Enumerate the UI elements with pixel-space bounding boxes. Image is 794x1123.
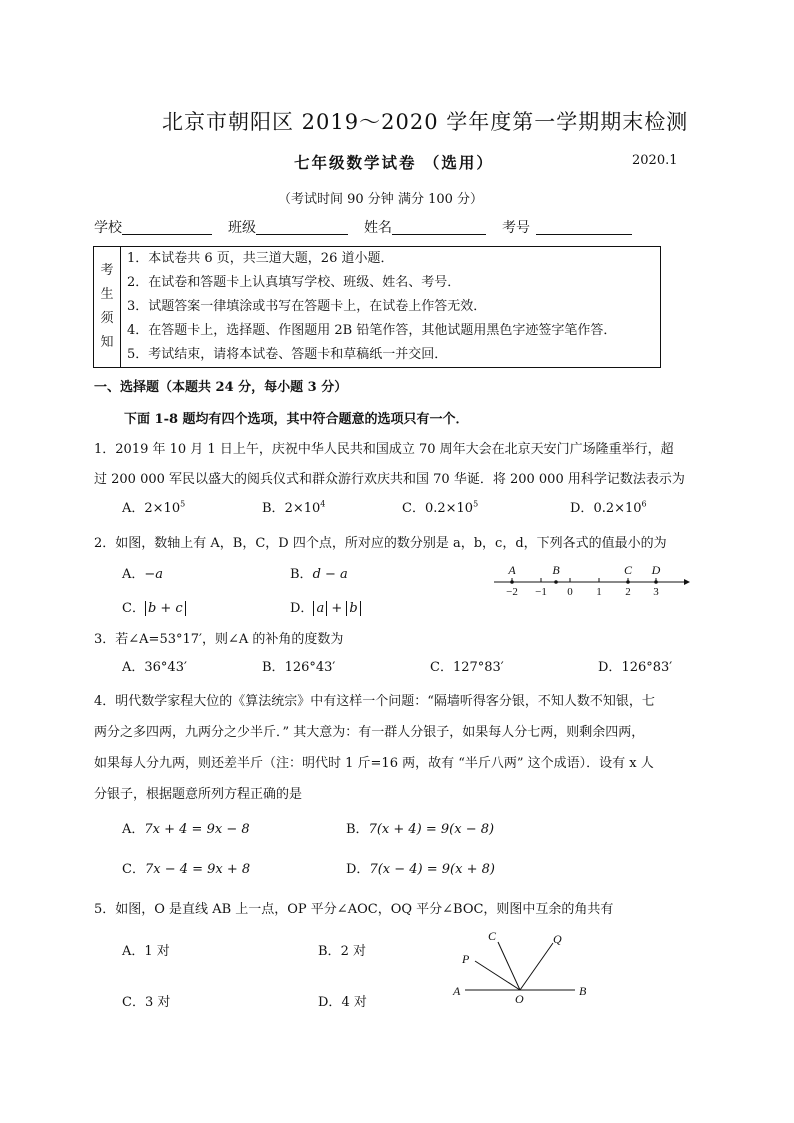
notice-side-label <box>94 247 121 368</box>
field-id-blank[interactable] <box>536 220 632 235</box>
notice-side-char: 须 <box>100 311 114 326</box>
field-school-label: 学校 <box>94 220 122 236</box>
q4-option-c: C．7x − 4 = 9x + 8 <box>122 862 251 877</box>
q3-option-d: D．126°83′ <box>598 660 673 675</box>
q2-option-c: C． b + c <box>122 597 186 616</box>
q3-option-c: C．127°83′ <box>430 660 504 675</box>
point-a-dot <box>510 580 514 584</box>
label-q: Q <box>553 932 562 946</box>
notice-item: 3．试题答案一律填涂或书写在答题卡上，在试卷上作答无效． <box>127 299 487 314</box>
field-name-blank[interactable] <box>392 220 486 235</box>
page-title: 北京市朝阳区 2019～2020 学年度第一学期期末检测 <box>162 110 689 134</box>
q4-line: 分银子，根据题意所列方程正确的是 <box>94 787 303 802</box>
notice-side-char: 考 <box>100 263 114 278</box>
field-class-blank[interactable] <box>256 220 348 235</box>
notice-items <box>121 247 661 368</box>
q2-option-a: A．−a <box>122 567 164 582</box>
notice-side-char: 知 <box>100 335 114 350</box>
q3-stem: 3．若∠A=53°17′，则∠A 的补角的度数为 <box>94 632 344 647</box>
point-d-label: D <box>651 563 661 577</box>
field-school-blank[interactable] <box>122 220 212 235</box>
q1-option-b: B．$2\times 10^4$ <box>262 499 326 516</box>
q5-option-b: B．2 对 <box>318 944 366 959</box>
tick-label: 3 <box>653 586 659 598</box>
exam-info: （考试时间 90 分钟 满分 100 分） <box>278 192 484 207</box>
q3-option-b: B．126°43′ <box>262 660 336 675</box>
q5-option-a: A．1 对 <box>122 944 170 959</box>
point-d-dot <box>654 580 658 584</box>
label-o: O <box>515 992 524 1006</box>
paper-subtitle: 七年级数学试卷 （选用） <box>294 153 494 172</box>
exam-date: 2020.1 <box>632 153 678 168</box>
point-b-dot <box>554 580 558 584</box>
notice-item: 5．考试结束，请将本试卷、答题卡和草稿纸一并交回． <box>127 347 448 362</box>
notice-item: 4．在答题卡上，选择题、作图题用 2B 铅笔作答，其他试题用黑色字迹签字笔作答． <box>127 323 617 338</box>
section-heading: 一、选择题（本题共 24 分，每小题 3 分） <box>94 380 348 395</box>
q2-option-b: B．d − a <box>290 567 348 582</box>
q4-line: 两分之多四两，九两分之少半斤．” 其大意为：有一群人分银子，如果每人分七两，则剩余四两， <box>94 725 645 740</box>
notice-item: 1．本试卷共 6 页，共三道大题，26 道小题． <box>127 251 394 266</box>
q3-option-a: A．36°43′ <box>122 660 187 675</box>
q4-line: 4．明代数学家程大位的《算法统宗》中有这样一个问题：“隔墙听得客分银，不知人数不知银，七 <box>94 694 655 709</box>
q4-option-a: A．7x + 4 = 9x − 8 <box>122 822 250 837</box>
ray-oq <box>520 943 553 990</box>
point-b-label: B <box>552 563 560 577</box>
number-line-figure <box>490 560 690 600</box>
tick-label: 2 <box>625 586 631 598</box>
section-instruction: 下面 1-8 题均有四个选项，其中符合题意的选项只有一个． <box>124 412 469 427</box>
q1-line1: 1．2019 年 10 月 1 日上午，庆祝中华人民共和国成立 70 周年大会在北京天安门广场隆重举行，超 <box>94 442 674 457</box>
q1-line2: 过 200 000 军民以盛大的阅兵仪式和群众游行欢庆共和国 70 华诞．将 200 000 用科学记数法表示为 <box>94 472 685 487</box>
angle-figure <box>445 925 595 1007</box>
q5-option-d: D．4 对 <box>318 995 367 1010</box>
q1-option-a: A．$2\times 10^5$ <box>122 499 186 516</box>
label-p: P <box>462 952 470 966</box>
point-c-label: C <box>623 563 633 577</box>
q4-line: 如果每人分九两，则还差半斤（注：明代时 1 斤=16 两，故有 “半斤八两” 这个成语）．设有 x 人 <box>94 756 654 771</box>
q4-option-d: D．7(x − 4) = 9(x + 8) <box>346 862 495 877</box>
q5-stem: 5．如图，O 是直线 AB 上一点，OP 平分∠AOC，OQ 平分∠BOC，则图中互余的角共有 <box>94 902 614 917</box>
label-a: A <box>453 984 461 998</box>
notice-item: 2．在试卷和答题卡上认真填写学校、班级、姓名、考号． <box>127 275 461 290</box>
tick-label: −2 <box>506 586 518 598</box>
q1-option-d: D．$0.2\times 10^6$ <box>570 499 647 516</box>
field-name-label: 姓名 <box>364 220 392 236</box>
q1-option-c: C．$0.2\times 10^5$ <box>402 499 479 516</box>
q5-option-c: C．3 对 <box>122 995 171 1010</box>
point-a-label: A <box>508 563 516 577</box>
label-c: C <box>488 929 497 943</box>
label-b: B <box>579 984 587 998</box>
tick-label: 0 <box>567 586 573 598</box>
point-c-dot <box>626 580 630 584</box>
q2-option-d: D． a + b <box>290 597 361 616</box>
student-info-fields <box>94 220 648 235</box>
notice-side-char: 生 <box>100 287 114 302</box>
tick-label: 1 <box>596 586 602 598</box>
field-class-label: 班级 <box>228 220 256 236</box>
field-id-label: 考号 <box>502 220 530 236</box>
number-line-arrow <box>684 579 690 585</box>
q2-stem: 2．如图，数轴上有 A，B，C，D 四个点，所对应的数分别是 a，b，c，d，下列各式的值最小的为 <box>94 536 667 551</box>
q4-option-b: B．7(x + 4) = 9(x − 8) <box>346 822 495 837</box>
notice-table <box>93 246 661 368</box>
tick-label: −1 <box>535 586 547 598</box>
